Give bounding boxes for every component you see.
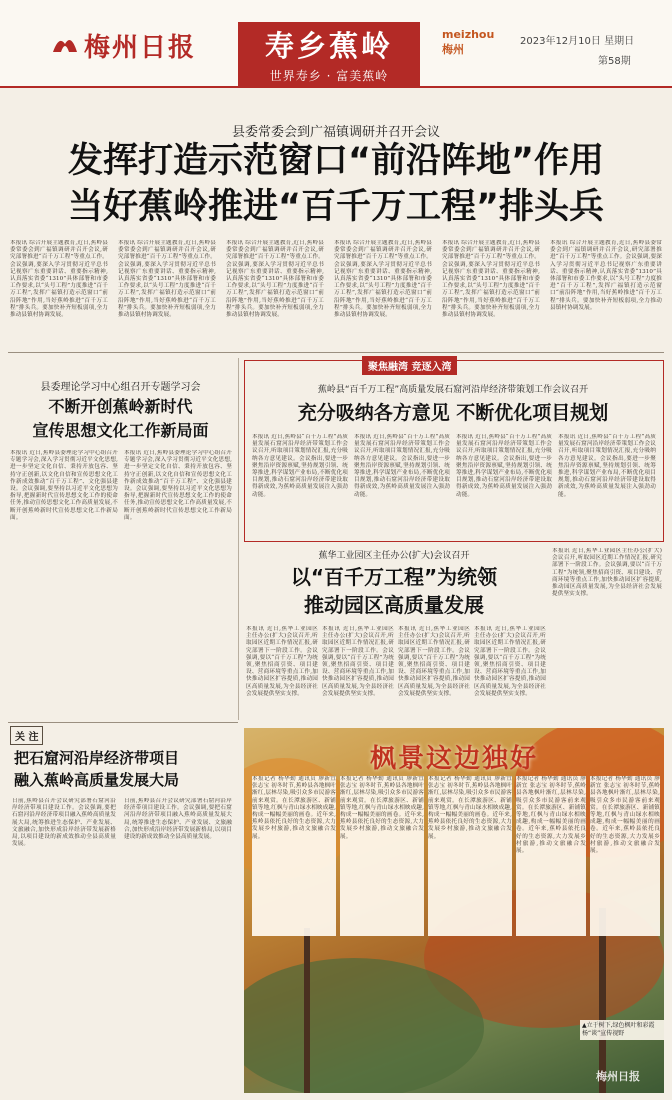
sidebar-column-1: 日前,蕉岭县召开会议研究部署石窟河沿岸经济带项目建设工作。会议强调,要把石窟河沿岸经济带项目融入蕉岭高质量发展大局,统筹推进生态保护、产业发展、文旅融合,加快形成沿岸经济带发展新格局,以项目建设的新成效推动全县高质量发展。 [12, 798, 116, 848]
lead-headline-line-1: 发挥打造示范窗口“前沿阵地”作用 [67, 141, 604, 181]
feature-title: 枫景这边独好 [370, 744, 539, 774]
sidebar-tag: 关 注 [10, 726, 43, 745]
lead-column-2: 本报讯 综合开展主题教育,近日,蕉岭县委常委会到广福镇调研并召开会议,研究部署推进“百千万工程”等重点工作。会议强调,要深入学习贯彻习近平总书记视察广东重要讲话、重要指示精神,认真落实省委“1310”具体部署和市委工作要求,以“头号工程”力度推进“百千万工程”,发挥广福镇打造示范窗口“前沿阵地”作用,当好蕉岭推进“百千万工程”排头兵。要加快补齐短板弱项,全力推动县镇村协调发展。 [118, 240, 216, 319]
sidebar-column-2: 日前,蕉岭县召开会议研究部署石窟河沿岸经济带项目建设工作。会议强调,要把石窟河沿岸经济带项目融入蕉岭高质量发展大局,统筹推进生态保护、产业发展、文旅融合,加快形成沿岸经济带发展新格局,以项目建设的新成效推动全县高质量发展。 [124, 798, 232, 841]
sidebar-headline-line-2: 融入蕉岭高质量发展大局 [14, 771, 180, 789]
feature-column-1: 本报记者 杨华勤 通讯员 廖新宜 张志宝 初冬时节,蕉岭县各地枫叶渐红,层林尽染,吸引众多市民游客前来观赏。在长潭旅游区、新铺镇等地,红枫与青山绿水相映成趣,构成一幅幅美丽的画卷。近年来,蕉岭县依托良好的生态资源,大力发展乡村旅游,推动文旅融合发展。 [252, 776, 336, 936]
lead-column-6: 本报讯 综合开展主题教育,近日,蕉岭县委常委会到广福镇调研并召开会议,研究部署推进“百千万工程”等重点工作。会议强调,要深入学习贯彻习近平总书记视察广东重要讲话、重要指示精神,认真落实省委“1310”具体部署和市委工作要求,以“头号工程”力度推进“百千万工程”,发挥广福镇打造示范窗口“前沿阵地”作用,当好蕉岭推进“百千万工程”排头兵。要加快补齐短板弱项,全力推动县镇村协调发展。 [550, 240, 662, 311]
newspaper-name: 梅州日报 [84, 33, 197, 63]
mid-story-headline: 充分吸纳各方意见 不断优化项目规划 [297, 402, 609, 424]
park-story-headline-line-1: 以“百千万工程”为统领 [290, 565, 498, 589]
lead-kicker: 县委常委会到广福镇调研并召开会议 [231, 125, 440, 140]
lead-headline-line-2: 当好蕉岭推进“百千万工程”排头兵 [67, 187, 604, 227]
lead-column-4: 本报讯 综合开展主题教育,近日,蕉岭县委常委会到广福镇调研并召开会议,研究部署推进“百千万工程”等重点工作。会议强调,要深入学习贯彻习近平总书记视察广东重要讲话、重要指示精神,认真落实省委“1310”具体部署和市委工作要求,以“头号工程”力度推进“百千万工程”,发挥广福镇打造示范窗口“前沿阵地”作用,当好蕉岭推进“百千万工程”排头兵。要加快补齐短板弱项,全力推动县镇村协调发展。 [334, 240, 432, 319]
photo-caption: ▲立于树下,绿色枫叶和彩霞杨“谈”宣传视野 [580, 1020, 664, 1040]
park-story-column-4: 本报讯 近日,蕉华工业园区主任办公(扩大)会议召开,听取园区近期工作情况汇报,研究部署下一阶段工作。会议强调,要以“百千万工程”为统领,聚焦招商引资、项目建设、营商环境等重点工作,加快推动园区扩容提质,推动园区高质量发展,为全县经济社会发展提供坚实支撑。 [474, 626, 546, 697]
left-story-column-1: 本报讯 近日,蕉岭县委理论学习中心组召开专题学习会,深入学习贯彻习近平文化思想,进一步坚定文化自信、秉持开放包容、坚持守正创新,以文化自信和宣传思想文化工作新成效推动“百千万工程”、文化强县建设。会议强调,要坚持以习近平文化思想为指导,把握新时代宣传思想文化工作的使命任务,推动宣传思想文化工作高质量发展,不断开创蕉岭新时代宣传思想文化工作新局面。 [10, 450, 118, 521]
meizhou-logo [442, 28, 494, 57]
issue-date: 2023年12月10日 星期日 [520, 36, 635, 47]
issue-number: 第58期 [598, 56, 631, 67]
lead-column-3: 本报讯 综合开展主题教育,近日,蕉岭县委常委会到广福镇调研并召开会议,研究部署推进“百千万工程”等重点工作。会议强调,要深入学习贯彻习近平总书记视察广东重要讲话、重要指示精神,认真落实省委“1310”具体部署和市委工作要求,以“头号工程”力度推进“百千万工程”,发挥广福镇打造示范窗口“前沿阵地”作用,当好蕉岭推进“百千万工程”排头兵。要加快补齐短板弱项,全力推动县镇村协调发展。 [226, 240, 324, 319]
watermark: 梅州日报 [596, 1070, 640, 1083]
meizhou-logo-en: meizhou [442, 28, 495, 41]
mid-story-column-2: 本报讯 近日,蕉岭县“百千万工程”高质量发展石窟河沿岸经济带策划工作会议召开,听取项目策划情况汇报,充分吸纳各方意见建议。会议指出,要进一步聚焦沿岸资源禀赋,坚持规划引领、统筹推进,科学谋划产业布局,不断优化项目规划,推动石窟河沿岸经济带建设取得新成效,为蕉岭高质量发展注入强劲动能。 [354, 434, 450, 498]
meizhou-logo-cn: 梅州 [442, 43, 464, 56]
park-story-column-5: 本报讯 近日,蕉华工业园区主任办公(扩大)会议召开,听取园区近期工作情况汇报,研究部署下一阶段工作。会议强调,要以“百千万工程”为统领,聚焦招商引资、项目建设、营商环境等重点工作,加快推动园区扩容提质,推动园区高质量发展,为全县经济社会发展提供坚实支撑。 [552, 548, 662, 598]
lead-column-5: 本报讯 综合开展主题教育,近日,蕉岭县委常委会到广福镇调研并召开会议,研究部署推进“百千万工程”等重点工作。会议强调,要深入学习贯彻习近平总书记视察广东重要讲话、重要指示精神,认真落实省委“1310”具体部署和市委工作要求,以“头号工程”力度推进“百千万工程”,发挥广福镇打造示范窗口“前沿阵地”作用,当好蕉岭推进“百千万工程”排头兵。要加快补齐短板弱项,全力推动县镇村协调发展。 [442, 240, 540, 319]
left-story-column-2: 本报讯 近日,蕉岭县委理论学习中心组召开专题学习会,深入学习贯彻习近平文化思想,进一步坚定文化自信、秉持开放包容、坚持守正创新,以文化自信和宣传思想文化工作新成效推动“百千万工程”、文化强县建设。会议强调,要坚持以习近平文化思想为指导,把握新时代宣传思想文化工作的使命任务,推动宣传思想文化工作高质量发展,不断开创蕉岭新时代宣传思想文化工作新局面。 [124, 450, 232, 521]
mid-story-column-4: 本报讯 近日,蕉岭县“百千万工程”高质量发展石窟河沿岸经济带策划工作会议召开,听取项目策划情况汇报,充分吸纳各方意见建议。会议指出,要进一步聚焦沿岸资源禀赋,坚持规划引领、统筹推进,科学谋划产业布局,不断优化项目规划,推动石窟河沿岸经济带建设取得新成效,为蕉岭高质量发展注入强劲动能。 [558, 434, 656, 498]
mid-story-column-3: 本报讯 近日,蕉岭县“百千万工程”高质量发展石窟河沿岸经济带策划工作会议召开,听取项目策划情况汇报,充分吸纳各方意见建议。会议指出,要进一步聚焦沿岸资源禀赋,坚持规划引领、统筹推进,科学谋划产业布局,不断优化项目规划,推动石窟河沿岸经济带建设取得新成效,为蕉岭高质量发展注入强劲动能。 [456, 434, 552, 498]
left-story-headline-line-2: 宣传思想文化工作新局面 [32, 421, 209, 440]
left-story-headline-line-1: 不断开创蕉岭新时代 [48, 397, 193, 416]
feature-column-2: 本报记者 杨华勤 通讯员 廖新宜 张志宝 初冬时节,蕉岭县各地枫叶渐红,层林尽染,吸引众多市民游客前来观赏。在长潭旅游区、新铺镇等地,红枫与青山绿水相映成趣,构成一幅幅美丽的画卷。近年来,蕉岭县依托良好的生态资源,大力发展乡村旅游,推动文旅融合发展。 [340, 776, 424, 936]
mid-story-column-1: 本报讯 近日,蕉岭县“百千万工程”高质量发展石窟河沿岸经济带策划工作会议召开,听取项目策划情况汇报,充分吸纳各方意见建议。会议指出,要进一步聚焦沿岸资源禀赋,坚持规划引领、统筹推进,科学谋划产业布局,不断优化项目规划,推动石窟河沿岸经济带建设取得新成效,为蕉岭高质量发展注入强劲动能。 [252, 434, 348, 498]
park-story-kicker: 蕉华工业园区主任办公(扩大)会议召开 [318, 551, 470, 561]
sidebar-divider [8, 722, 238, 723]
park-story-column-2: 本报讯 近日,蕉华工业园区主任办公(扩大)会议召开,听取园区近期工作情况汇报,研究部署下一阶段工作。会议强调,要以“百千万工程”为统领,聚焦招商引资、项目建设、营商环境等重点工作,加快推动园区扩容提质,推动园区高质量发展,为全县经济社会发展提供坚实支撑。 [322, 626, 394, 697]
mid-story-tag: 聚焦融湾 竞逐入湾 [362, 356, 457, 375]
mid-story-kicker: 蕉岭县“百千万工程”高质量发展石窟河沿岸经济带策划工作会议召开 [317, 385, 589, 395]
left-story-kicker: 县委理论学习中心组召开专题学习会 [40, 382, 201, 393]
park-story-column-1: 本报讯 近日,蕉华工业园区主任办公(扩大)会议召开,听取园区近期工作情况汇报,研究部署下一阶段工作。会议强调,要以“百千万工程”为统领,聚焦招商引资、项目建设、营商环境等重点工作,加快推动园区扩容提质,推动园区高质量发展,为全县经济社会发展提供坚实支撑。 [246, 626, 318, 697]
section-slogan: 世界寿乡 · 富美蕉岭 [269, 69, 389, 83]
column-divider [238, 358, 239, 720]
feature-column-4: 本报记者 杨华勤 通讯员 廖新宜 张志宝 初冬时节,蕉岭县各地枫叶渐红,层林尽染,吸引众多市民游客前来观赏。在长潭旅游区、新铺镇等地,红枫与青山绿水相映成趣,构成一幅幅美丽的画卷。近年来,蕉岭县依托良好的生态资源,大力发展乡村旅游,推动文旅融合发展。 [516, 776, 586, 936]
park-story-column-3: 本报讯 近日,蕉华工业园区主任办公(扩大)会议召开,听取园区近期工作情况汇报,研究部署下一阶段工作。会议强调,要以“百千万工程”为统领,聚焦招商引资、项目建设、营商环境等重点工作,加快推动园区扩容提质,推动园区高质量发展,为全县经济社会发展提供坚实支撑。 [398, 626, 470, 697]
park-story-headline-line-2: 推动园区高质量发展 [304, 593, 484, 617]
sidebar-headline-line-1: 把石窟河沿岸经济带项目 [14, 749, 180, 767]
section-divider [8, 352, 664, 353]
section-banner [238, 22, 420, 86]
lead-column-1: 本报讯 综合开展主题教育,近日,蕉岭县委常委会到广福镇调研并召开会议,研究部署推进“百千万工程”等重点工作。会议强调,要深入学习贯彻习近平总书记视察广东重要讲话、重要指示精神,认真落实省委“1310”具体部署和市委工作要求,以“头号工程”力度推进“百千万工程”,发挥广福镇打造示范窗口“前沿阵地”作用,当好蕉岭推进“百千万工程”排头兵。要加快补齐短板弱项,全力推动县镇村协调发展。 [10, 240, 108, 319]
feature-column-3: 本报记者 杨华勤 通讯员 廖新宜 张志宝 初冬时节,蕉岭县各地枫叶渐红,层林尽染,吸引众多市民游客前来观赏。在长潭旅游区、新铺镇等地,红枫与青山绿水相映成趣,构成一幅幅美丽的画卷。近年来,蕉岭县依托良好的生态资源,大力发展乡村旅游,推动文旅融合发展。 [428, 776, 512, 936]
section-title: 寿乡蕉岭 [264, 29, 393, 63]
feature-column-5: 本报记者 杨华勤 通讯员 廖新宜 张志宝 初冬时节,蕉岭县各地枫叶渐红,层林尽染,吸引众多市民游客前来观赏。在长潭旅游区、新铺镇等地,红枫与青山绿水相映成趣,构成一幅幅美丽的画卷。近年来,蕉岭县依托良好的生态资源,大力发展乡村旅游,推动文旅融合发展。 [590, 776, 660, 936]
newspaper-logo-icon [50, 31, 80, 55]
